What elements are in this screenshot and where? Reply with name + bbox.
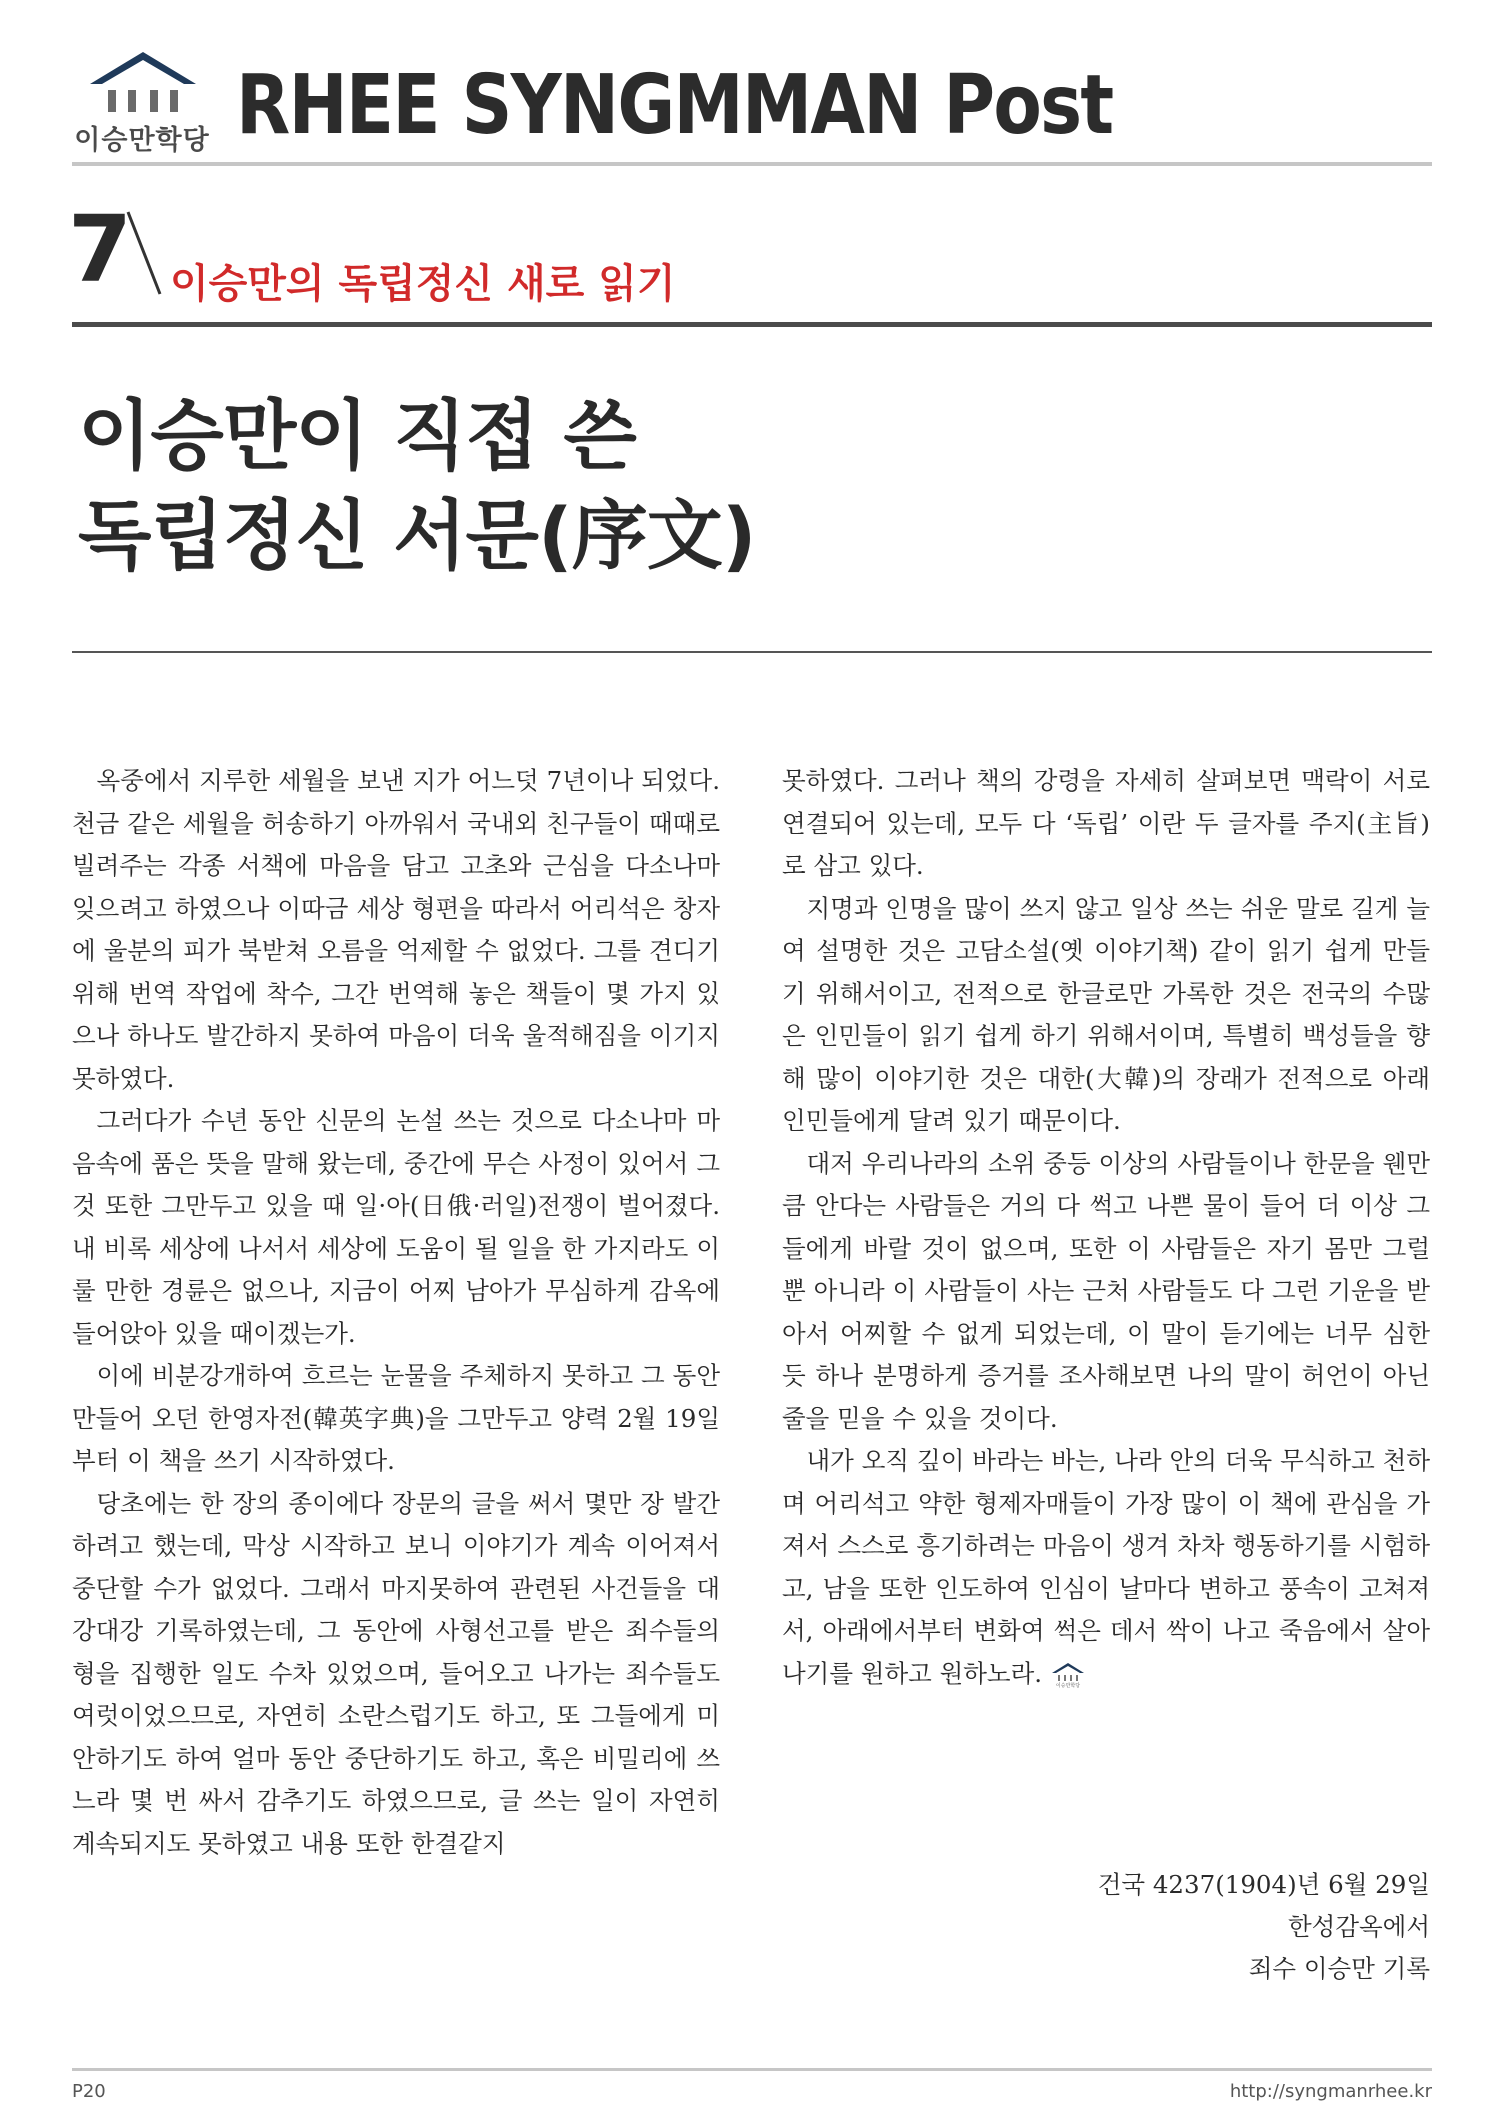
- body-paragraph: [782, 1440, 1430, 1695]
- page-number: P20: [72, 2081, 106, 2102]
- body-paragraph: 당초에는 한 장의 종이에다 장문의 글을 써서 몇만 장 발간하려고 했는데, 막상 시작하고 보니 이야기가 계속 이어져서 중단할 수가 없었다. 그래서 마지못하여 관련된 사건들을 대강대강 기록하였는데, 그 동안에 사형선고를 받은 죄수들의 형을 집행한 일도 수차 있었으며, 들어오고 나가는 죄수들도 여럿이었으므로, 자연히 소란스럽기도 하고, 또 그들에게 미안하기도 하여 얼마 동안 중단하기도 하고, 혹은 비밀리에 쓰느라 몇 번 싸서 감추기도 하였으므로, 글 쓰는 일이 자연히 계속되지도 못하였고 내용 또한 한결같지: [72, 1488, 720, 1858]
- headline-line-2: 독립정신 서문(序文): [78, 491, 756, 580]
- body-column-left: [72, 760, 720, 1865]
- body-paragraph: 지명과 인명을 많이 쓰지 않고 일상 쓰는 쉬운 말로 길게 늘여 설명한 것은 고담소설(옛 이야기책) 같이 읽기 쉽게 만들기 위해서이고, 전적으로 한글로만 가록한 것은 전국의 수많은 인민들이 읽기 쉽게 하기 위해서이며, 특별히 백성들을 향해 많이 이야기한 것은 대한(大韓)의 장래가 전적으로 아래 인민들에게 달려 있기 때문이다.: [782, 893, 1430, 1135]
- logo-text: 이승만학당: [74, 125, 210, 156]
- body-paragraph: 이에 비분강개하여 흐르는 눈물을 주체하지 못하고 그 동안 만들어 오던 한영자전(韓英字典)을 그만두고 양력 2월 19일부터 이 책을 쓰기 시작하였다.: [72, 1361, 720, 1475]
- masthead-divider: [72, 162, 1432, 166]
- footer-url: http://syngmanrhee.kr: [1229, 2081, 1432, 2102]
- signoff-date: 건국 4237(1904)년 6월 29일: [1097, 1870, 1430, 1899]
- article-headline: [78, 386, 755, 586]
- issue-number: 7: [68, 196, 133, 303]
- signoff-author: 죄수 이승만 기록: [1248, 1954, 1430, 1983]
- svg-text:이승만학당: 이승만학당: [1055, 1683, 1081, 1688]
- body-paragraph: 못하였다. 그러나 책의 강령을 자세히 살펴보면 맥락이 서로 연결되어 있는데, 모두 다 ‘독립’ 이란 두 글자를 주지(主旨)로 삼고 있다.: [782, 766, 1430, 880]
- end-mark-logo-icon: [1050, 1662, 1086, 1688]
- body-paragraph: 그러다가 수년 동안 신문의 논설 쓰는 것으로 다소나마 마음속에 품은 뜻을 말해 왔는데, 중간에 무슨 사정이 있어서 그것 또한 그만두고 있을 때 일·아(日俄·러일)전쟁이 벌어졌다. 내 비록 세상에 나서서 세상에 도움이 될 일을 한 가지라도 이룰 만한 경륜은 없으나, 지금이 어찌 남아가 무심하게 감옥에 들어앉아 있을 때이겠는가.: [72, 1106, 720, 1348]
- headline-divider: [72, 651, 1432, 653]
- masthead-title: RHEE SYNGMMAN Post: [236, 58, 1113, 153]
- signoff-place: 한성감옥에서: [1287, 1912, 1430, 1941]
- body-column-right: [782, 760, 1430, 1695]
- body-paragraph: 대저 우리나라의 소위 중등 이상의 사람들이나 한문을 웬만큼 안다는 사람들은 거의 다 썩고 나쁜 물이 들어 더 이상 그들에게 바랄 것이 없으며, 또한 이 사람들은 자기 몸만 그럴 뿐 아니라 이 사람들이 사는 근처 사람들도 다 그런 기운을 받아서 어찌할 수 없게 되었는데, 이 말이 듣기에는 너무 심한 듯 하나 분명하게 증거를 조사해보면 나의 말이 허언이 아닌 줄을 믿을 수 있을 것이다.: [782, 1148, 1430, 1433]
- footer-divider: [72, 2068, 1432, 2071]
- academy-roof-icon: [88, 50, 198, 116]
- body-paragraph-text: 내가 오직 깊이 바라는 바는, 나라 안의 더욱 무식하고 천하며 어리석고 약한 형제자매들이 가장 많이 이 책에 관심을 가져서 스스로 흥기하려는 마음이 생겨 차차 행동하기를 시험하고, 남을 또한 인도하여 인심이 날마다 변하고 풍속이 고쳐져서, 아래에서부터 변화여 썩은 데서 싹이 나고 죽음에서 살아나기를 원하고 원하노라.: [782, 1446, 1430, 1688]
- series-title: 이승만의 독립정신 새로 읽기: [170, 261, 676, 307]
- slash-divider-icon: [124, 208, 164, 298]
- headline-line-1: 이승만이 직접 쓴: [78, 391, 636, 480]
- body-paragraph: 옥중에서 지루한 세월을 보낸 지가 어느덧 7년이나 되었다. 천금 같은 세월을 허송하기 아까워서 국내외 친구들이 때때로 빌려주는 각종 서책에 마음을 담고 고초와 근심을 다소나마 잊으려고 하였으나 이따금 세상 형편을 따라서 어리석은 창자에 울분의 피가 북받쳐 오름을 억제할 수 없었다. 그를 견디기 위해 번역 작업에 착수, 그간 번역해 놓은 책들이 몇 가지 있으나 하나도 발간하지 못하여 마음이 더욱 울적해짐을 이기지 못하였다.: [72, 766, 720, 1093]
- section-divider: [72, 322, 1432, 327]
- syngman-academy-logo: [66, 50, 218, 156]
- signoff-block: [782, 1864, 1430, 1990]
